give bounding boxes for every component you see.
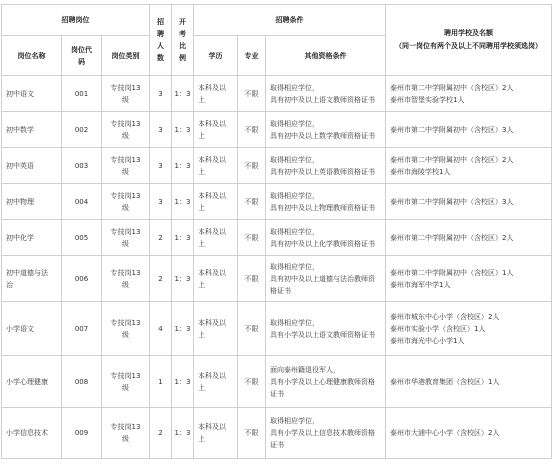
ratio-cell: 1：3 [172, 112, 194, 148]
post-name-cell: 小学语文 [2, 302, 62, 356]
ratio-cell: 1：3 [172, 408, 194, 459]
schools-cell: 泰州市第二中学附属初中（含校区）2人 [386, 220, 552, 256]
conditions-cell: 取得相应学位， 具有小学及以上信息技术教师资格 证书 [266, 408, 386, 459]
post-name-cell: 初中英语 [2, 148, 62, 184]
ratio-cell: 1：3 [172, 184, 194, 220]
post-type-cell: 专技岗13 级 [102, 220, 150, 256]
header-ratio: 开 考 比 例 [172, 5, 194, 76]
conditions-cell: 取得相应学位， 具有初中及以上物理教师资格证书 [266, 184, 386, 220]
post-code-cell: 002 [62, 112, 102, 148]
education-cell: 本科及以 上 [194, 184, 238, 220]
education-cell: 本科及以 上 [194, 220, 238, 256]
ratio-cell: 1：3 [172, 220, 194, 256]
table-row [2, 256, 552, 302]
conditions-cell: 取得相应学位， 具有初中及以上道德与法治教师资 格证书 [266, 256, 386, 302]
count-cell: 3 [150, 184, 172, 220]
count-cell: 3 [150, 148, 172, 184]
schools-cell: 泰州市城东中心小学（含校区）2人 泰州市实验小学（含校区）1人 泰州市海光中心小学1人 [386, 302, 552, 356]
table-row [2, 356, 552, 408]
post-code-cell: 004 [62, 184, 102, 220]
post-type-cell: 专技岗13 级 [102, 356, 150, 408]
major-cell: 不限 [238, 256, 266, 302]
schools-cell: 泰州市第二中学附属初中（含校区）1人 泰州市海军中学1人 [386, 256, 552, 302]
education-cell: 本科及以 上 [194, 356, 238, 408]
ratio-cell: 1：3 [172, 148, 194, 184]
table-row [2, 184, 552, 220]
header-row-1 [2, 5, 552, 36]
post-code-cell: 007 [62, 302, 102, 356]
header-group-conditions: 招聘条件 [194, 5, 386, 36]
count-cell: 4 [150, 302, 172, 356]
conditions-cell: 取得相应学位， 具有初中及以上化学教师资格证书 [266, 220, 386, 256]
table-row [2, 148, 552, 184]
post-name-cell: 初中道德与法 治 [2, 256, 62, 302]
post-name-cell: 初中化学 [2, 220, 62, 256]
header-post-name: 岗位名称 [2, 36, 62, 76]
header-count: 招 聘 人 数 [150, 5, 172, 76]
table-row [2, 220, 552, 256]
count-cell: 2 [150, 256, 172, 302]
education-cell: 本科及以 上 [194, 76, 238, 112]
post-name-cell: 小学心理健康 [2, 356, 62, 408]
major-cell: 不限 [238, 148, 266, 184]
header-post-type: 岗位类别 [102, 36, 150, 76]
education-cell: 本科及以 上 [194, 112, 238, 148]
post-name-cell: 初中物理 [2, 184, 62, 220]
header-major: 专业 [238, 36, 266, 76]
post-type-cell: 专技岗13 级 [102, 112, 150, 148]
table-row [2, 112, 552, 148]
post-type-cell: 专技岗13 级 [102, 76, 150, 112]
education-cell: 本科及以 上 [194, 148, 238, 184]
education-cell: 本科及以 上 [194, 408, 238, 459]
major-cell: 不限 [238, 220, 266, 256]
table-row [2, 76, 552, 112]
count-cell: 3 [150, 76, 172, 112]
ratio-cell: 1：3 [172, 356, 194, 408]
major-cell: 不限 [238, 408, 266, 459]
post-name-cell: 初中数学 [2, 112, 62, 148]
post-code-cell: 001 [62, 76, 102, 112]
header-other-conditions: 其他资格条件 [266, 36, 386, 76]
post-type-cell: 专技岗13 级 [102, 408, 150, 459]
schools-cell: 泰州市华港教育集团（含校区）1人 [386, 356, 552, 408]
conditions-cell: 取得相应学位， 具有初中及以上英语教师资格证书 [266, 148, 386, 184]
ratio-cell: 1：3 [172, 256, 194, 302]
header-group-post: 招聘岗位 [2, 5, 150, 36]
post-code-cell: 006 [62, 256, 102, 302]
conditions-cell: 取得相应学位， 具有初中及以上数学教师资格证书 [266, 112, 386, 148]
post-code-cell: 009 [62, 408, 102, 459]
ratio-cell: 1：3 [172, 76, 194, 112]
major-cell: 不限 [238, 112, 266, 148]
ratio-cell: 1：3 [172, 302, 194, 356]
major-cell: 不限 [238, 356, 266, 408]
schools-cell: 泰州市第二中学附属初中（含校区）2人 泰州市智堡实验学校1人 [386, 76, 552, 112]
header-post-code: 岗位代 码 [62, 36, 102, 76]
post-type-cell: 专技岗13 级 [102, 302, 150, 356]
major-cell: 不限 [238, 184, 266, 220]
post-type-cell: 专技岗13 级 [102, 184, 150, 220]
post-code-cell: 003 [62, 148, 102, 184]
count-cell: 2 [150, 220, 172, 256]
post-type-cell: 专技岗13 级 [102, 256, 150, 302]
conditions-cell: 取得相应学位， 具有初中及以上语文教师资格证书 [266, 76, 386, 112]
header-education: 学历 [194, 36, 238, 76]
major-cell: 不限 [238, 302, 266, 356]
schools-cell: 泰州市第二中学附属初中（含校区）2人 泰州市海陵学校1人 [386, 148, 552, 184]
schools-cell: 泰州市大浦中心小学（含校区）2人 [386, 408, 552, 459]
recruitment-table [1, 4, 552, 459]
education-cell: 本科及以 上 [194, 256, 238, 302]
count-cell: 2 [150, 408, 172, 459]
major-cell: 不限 [238, 76, 266, 112]
table-row [2, 302, 552, 356]
count-cell: 3 [150, 112, 172, 148]
header-schools: 聘用学校及名额 （同一岗位有两个及以上不同聘用学校须选岗） [386, 5, 552, 76]
conditions-cell: 取得相应学位， 具有小学及以上语文教师资格证书 [266, 302, 386, 356]
schools-cell: 泰州市第二中学附属初中（含校区）3人 [386, 184, 552, 220]
schools-cell: 泰州市第二中学附属初中（含校区）3人 [386, 112, 552, 148]
count-cell: 1 [150, 356, 172, 408]
post-name-cell: 初中语文 [2, 76, 62, 112]
post-type-cell: 专技岗13 级 [102, 148, 150, 184]
conditions-cell: 面向泰州籍退役军人， 具有小学及以上心理健康教师资格 证书 [266, 356, 386, 408]
table-row [2, 408, 552, 459]
education-cell: 本科及以 上 [194, 302, 238, 356]
post-code-cell: 008 [62, 356, 102, 408]
post-code-cell: 005 [62, 220, 102, 256]
post-name-cell: 小学信息技术 [2, 408, 62, 459]
